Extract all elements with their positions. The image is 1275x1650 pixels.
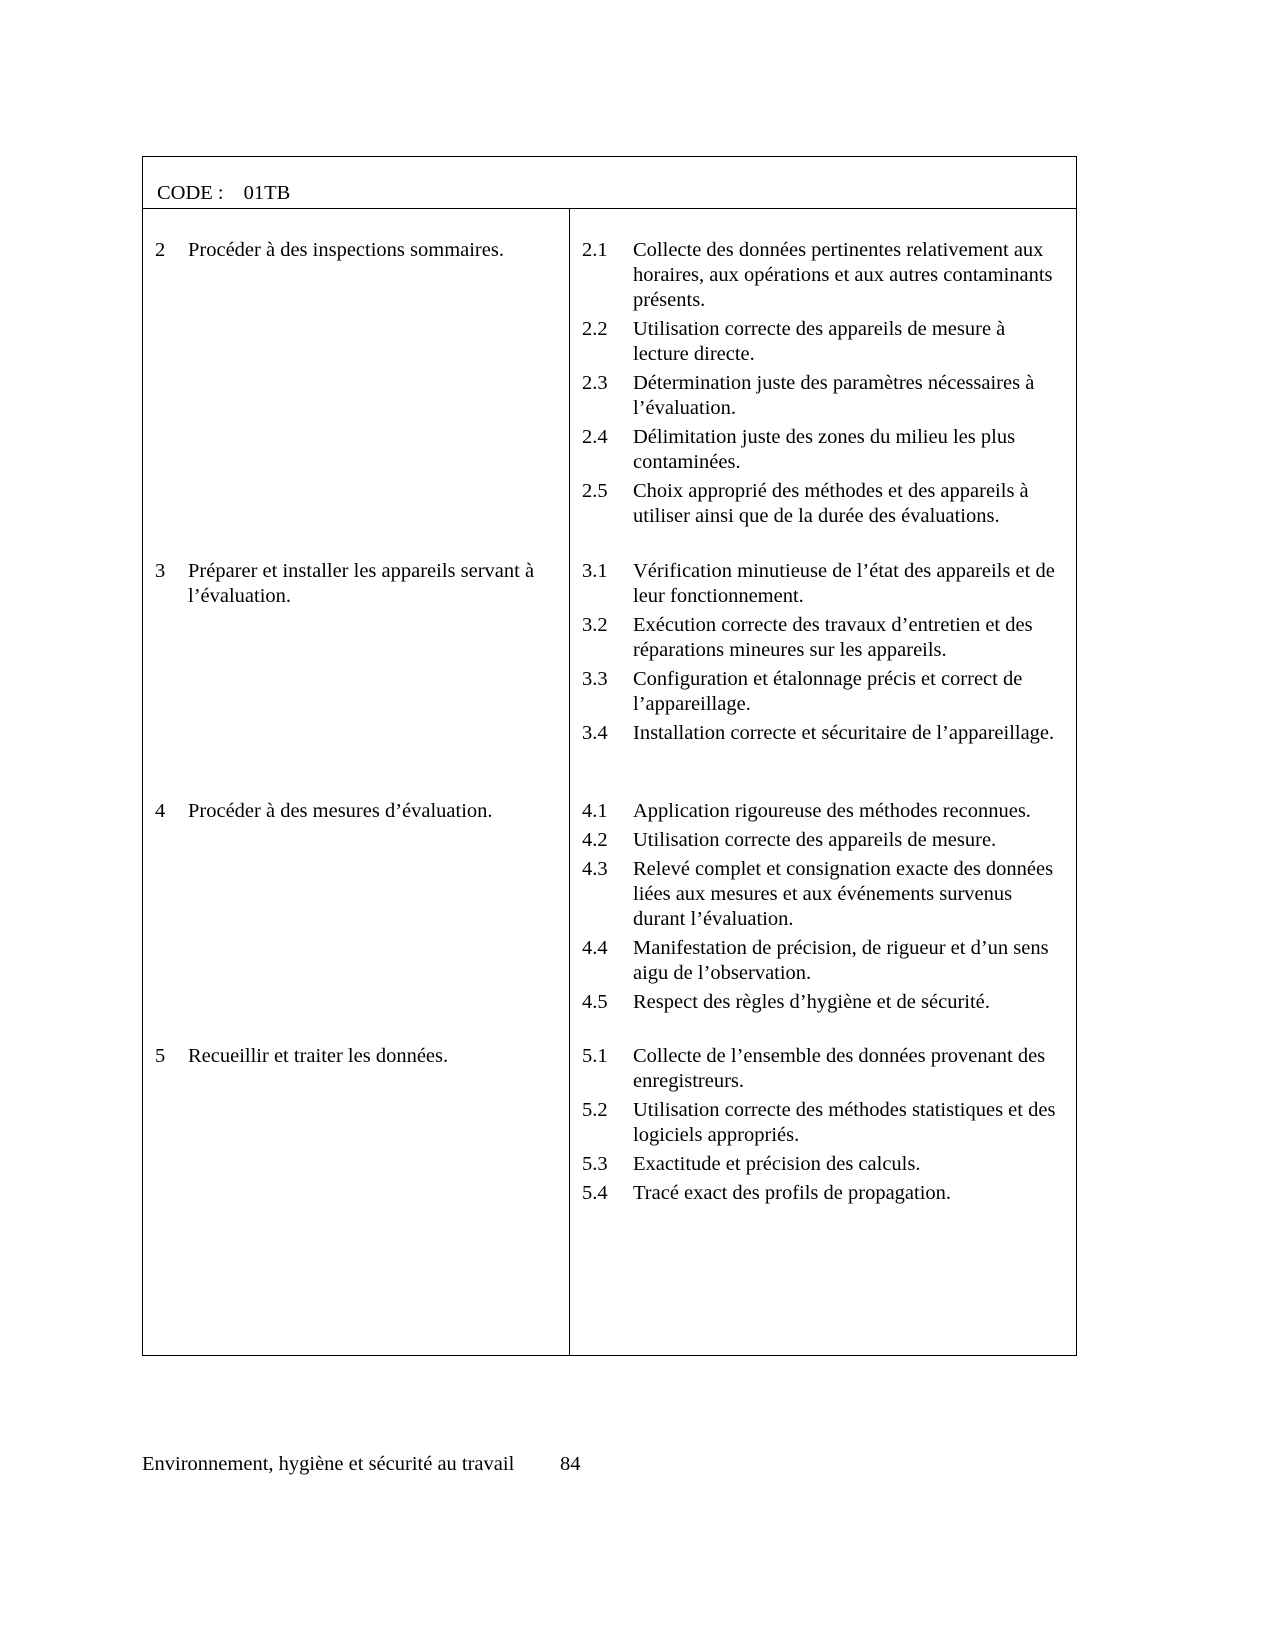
criterion-item — [582, 799, 1067, 824]
criterion-number: 3.2 — [582, 614, 608, 636]
criterion-text: Relevé complet et consignation exacte des données liées aux mesures et aux événements survenus durant l’évaluation. — [633, 858, 1054, 930]
footer-title: Environnement, hygiène et sécurité au travail — [142, 1453, 515, 1475]
criteria-list — [582, 799, 1067, 1019]
criterion-text: Installation correcte et sécuritaire de l’appareillage. — [633, 722, 1055, 744]
criteria-list — [582, 1044, 1067, 1210]
criterion-item — [582, 990, 1067, 1015]
element-number: 2 — [155, 239, 166, 261]
criterion-item — [582, 857, 1067, 932]
criterion-item — [582, 1044, 1067, 1094]
criterion-text: Exactitude et précision des calculs. — [633, 1153, 921, 1175]
criterion-number: 3.3 — [582, 668, 608, 690]
criterion-number: 5.3 — [582, 1153, 608, 1175]
code-line — [157, 181, 290, 206]
criterion-text: Utilisation correcte des méthodes statistiques et des logiciels appropriés. — [633, 1099, 1056, 1146]
criterion-item — [582, 1098, 1067, 1148]
criterion-text: Configuration et étalonnage précis et correct de l’appareillage. — [633, 668, 1023, 715]
criterion-number: 3.1 — [582, 560, 608, 582]
criterion-number: 5.2 — [582, 1099, 608, 1121]
page-number: 84 — [560, 1453, 581, 1475]
criterion-text: Respect des règles d’hygiène et de sécurité. — [633, 991, 990, 1013]
criterion-number: 5.1 — [582, 1045, 608, 1067]
element-number: 3 — [155, 560, 166, 582]
criterion-item — [582, 559, 1067, 609]
criterion-item — [582, 479, 1067, 529]
criterion-item — [582, 613, 1067, 663]
criterion-number: 2.5 — [582, 480, 608, 502]
criterion-item — [582, 1181, 1067, 1206]
criterion-item — [582, 667, 1067, 717]
element-number: 5 — [155, 1045, 166, 1067]
criterion-number: 2.2 — [582, 318, 608, 340]
criterion-number: 2.1 — [582, 239, 608, 261]
criterion-text: Utilisation correcte des appareils de mesure à lecture directe. — [633, 318, 1006, 365]
criterion-text: Collecte des données pertinentes relativement aux horaires, aux opérations et aux autres contaminants présents. — [633, 239, 1053, 311]
criterion-number: 4.1 — [582, 800, 608, 822]
element-number: 4 — [155, 800, 166, 822]
criterion-number: 4.5 — [582, 991, 608, 1013]
criterion-text: Délimitation juste des zones du milieu les plus contaminées. — [633, 426, 1016, 473]
table-header — [143, 157, 1076, 209]
criterion-number: 4.4 — [582, 937, 608, 959]
element-title: Recueillir et traiter les données. — [188, 1045, 449, 1067]
element-title: Procéder à des inspections sommaires. — [188, 239, 504, 261]
code-label: CODE : — [157, 182, 224, 204]
criterion-text: Collecte de l’ensemble des données provenant des enregistreurs. — [633, 1045, 1046, 1092]
criterion-number: 5.4 — [582, 1182, 608, 1204]
element-title: Procéder à des mesures d’évaluation. — [188, 800, 493, 822]
criterion-number: 3.4 — [582, 722, 608, 744]
criterion-item — [582, 1152, 1067, 1177]
criterion-item — [582, 936, 1067, 986]
criterion-number: 2.4 — [582, 426, 608, 448]
criterion-text: Choix approprié des méthodes et des appareils à utiliser ainsi que de la durée des évaluations. — [633, 480, 1029, 527]
criterion-number: 4.2 — [582, 829, 608, 851]
criterion-text: Manifestation de précision, de rigueur et d’un sens aigu de l’observation. — [633, 937, 1049, 984]
code-value: 01TB — [243, 182, 291, 204]
element-title: Préparer et installer les appareils servant à l’évaluation. — [188, 560, 535, 607]
criterion-item — [582, 238, 1067, 313]
criterion-text: Exécution correcte des travaux d’entretien et des réparations mineures sur les appareils. — [633, 614, 1033, 661]
criterion-item — [582, 828, 1067, 853]
criteria-list — [582, 238, 1067, 533]
competency-table — [142, 156, 1077, 1356]
criterion-text: Application rigoureuse des méthodes reconnues. — [633, 800, 1031, 822]
criterion-item — [582, 425, 1067, 475]
criterion-text: Détermination juste des paramètres nécessaires à l’évaluation. — [633, 372, 1035, 419]
criterion-text: Tracé exact des profils de propagation. — [633, 1182, 952, 1204]
criterion-text: Utilisation correcte des appareils de mesure. — [633, 829, 997, 851]
column-divider — [569, 209, 570, 1355]
criterion-item — [582, 371, 1067, 421]
criterion-number: 4.3 — [582, 858, 608, 880]
criterion-number: 2.3 — [582, 372, 608, 394]
criterion-item — [582, 721, 1067, 746]
criteria-list — [582, 559, 1067, 750]
criterion-text: Vérification minutieuse de l’état des appareils et de leur fonctionnement. — [633, 560, 1055, 607]
criterion-item — [582, 317, 1067, 367]
